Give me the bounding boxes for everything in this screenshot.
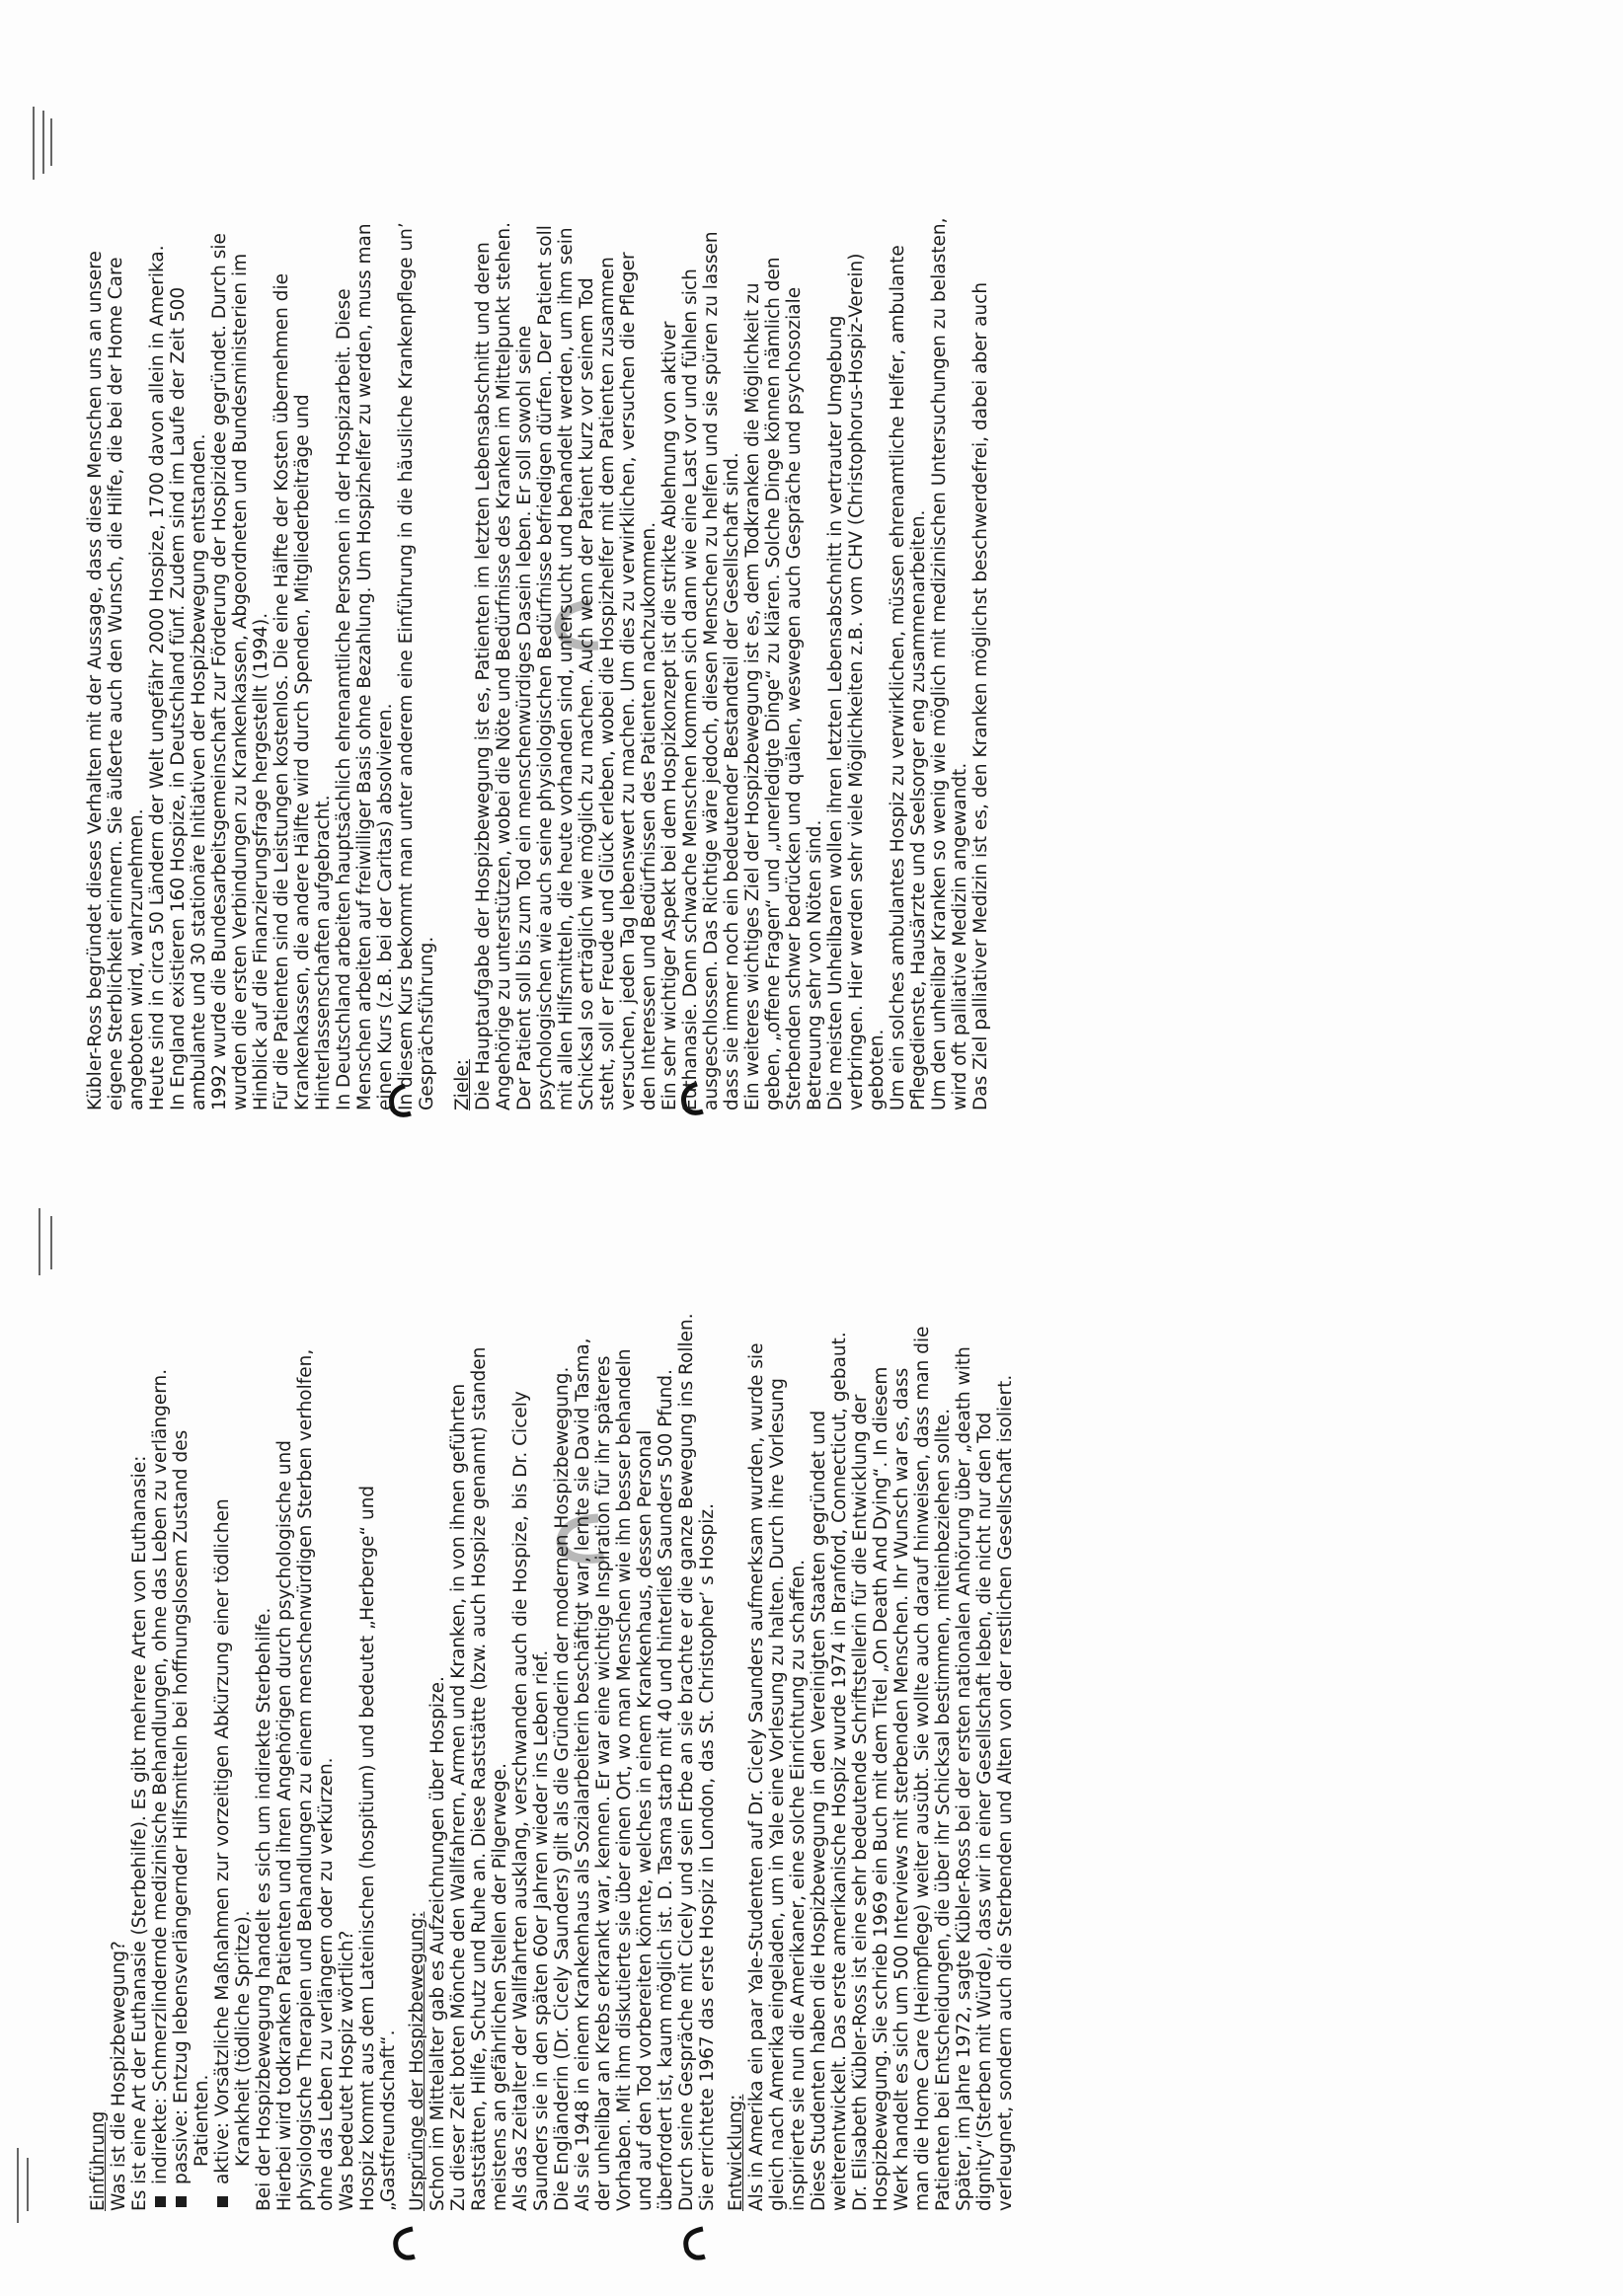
text-line: Ein weiteres wichtiges Ziel der Hospizbewegung ist es, dem Todkranken die Möglichkeit zu xyxy=(742,282,763,1110)
text-line: Als in Amerika ein paar Yale-Studenten auf Dr. Cicely Saunders aufmerksam wurden, wurde sie xyxy=(746,1342,767,2211)
square-bullet-icon xyxy=(176,2196,187,2207)
text-line: einen Kurs (z.B. bei der Caritas) absolvieren. xyxy=(375,703,396,1110)
text-line: inspirierte sie nun die Amerikaner, eine solche Einrichtung zu schaffen. xyxy=(788,1559,809,2211)
text-line: psychologischen wie auch seine physiologischen Bedürfnisse befriedigen dürfen. Der Patient soll xyxy=(535,225,556,1110)
text-line: Um ein solches ambulantes Hospiz zu verwirklichen, müssen ehrenamtliche Helfer, ambulante xyxy=(888,245,908,1110)
text-line: Später, im Jahre 1972, sagte Kübler-Ross bei der ersten nationalen Anhörung über „death with xyxy=(954,1346,974,2211)
text-line: ambulante und 30 stationäre Initiativen der Hospizbewegung entstanden. xyxy=(189,433,209,1110)
bullet-text: Patienten. xyxy=(192,2074,212,2167)
text-line: Gesprächsführung. xyxy=(417,936,437,1110)
bullet-text: aktive: Vorsätzliche Maßnahmen zur vorzeitigen Abkürzung einer tödlichen xyxy=(212,1498,233,2184)
text-line: wurden die ersten Verbindungen zu Krankenkassen, Abgeordneten und Bundesministerien im xyxy=(230,253,251,1110)
bullet-item xyxy=(171,1135,192,2211)
text-line: Angehörige zu unterstützen, wobei die Nöte und Bedürfnisse des Kranken im Mittelpunkt stehen. xyxy=(494,222,514,1110)
text-line: Hospiz kommt aus dem Lateinischen (hospitium) und bedeutet „Herberge“ und xyxy=(357,1485,378,2211)
text-line: eigene Sterblichkeit erinnern. Sie äußerte auch den Wunsch, die Hilfe, die bei der Home Care xyxy=(106,257,126,1110)
bullet-text: indirekte: Schmerzlindernde medizinische Behandlungen, ohne das Leben zu verlängern. xyxy=(150,1368,171,2184)
text-line: Der Patient soll bis zum Tod ein menschenwürdiges Dasein leben. Er soll sowohl seine xyxy=(514,325,535,1110)
text-line: Ein sehr wichtiger Aspekt bei dem Hospizkonzept ist die strikte Ablehnung von aktiver xyxy=(659,321,680,1110)
section xyxy=(85,15,437,1110)
text-line: Das Ziel palliativer Medizin ist es, den Kranken möglichst beschwerdefrei, dabei aber auch xyxy=(970,281,991,1110)
text-line: „Gastfreundschaft“. xyxy=(378,2029,399,2211)
bullet-continuation xyxy=(233,1135,254,2211)
text-line: Um den unheilbar Kranken so wenig wie möglich mit medizinischen Untersuchungen zu belasten, xyxy=(929,217,950,1110)
text-line: und auf den Tod vorbereiten könnte, welches in einem Krankenhaus, dessen Personal xyxy=(635,1429,656,2211)
text-line: meistens an gefährlichen Stellen der Pilgerwege. xyxy=(490,1762,510,2211)
text-line: verbringen. Hier werden sehr viele Möglichkeiten z.B. vom CHV (Christophorus-Hospiz-Verein) xyxy=(846,253,867,1110)
text-line: Als das Zeitalter der Wallfahrten ausklang, verschwanden auch die Hospize, bis Dr. Cicely xyxy=(510,1391,531,2211)
section-heading: Entwicklung: xyxy=(726,2094,746,2211)
bullet-item xyxy=(212,1135,233,2211)
text-line: Die meisten Unheilbaren wollen ihren letzten Lebensabschnitt in vertrauter Umgebung xyxy=(825,315,846,1110)
text-line: Die Hauptaufgabe der Hospizbewegung ist es, Patienten im letzten Lebensabschnitt und deren xyxy=(473,242,494,1110)
section xyxy=(452,15,991,1110)
text-line: Schicksal so erträglich wie möglich zu machen. Auch wenn der Patient kurz vor seinem Tod xyxy=(577,277,597,1110)
text-line: Als sie 1948 in einem Krankenhaus als Sozialarbeiterin beschäftigt war, lernte sie David Tasma, xyxy=(573,1338,593,2211)
text-line: ohne das Leben zu verlängern oder zu verkürzen. xyxy=(316,1757,337,2211)
text-line: Heute sind in circa 50 Ländern der Welt ungefähr 2000 Hospize, 1700 davon allein in Amerika. xyxy=(147,245,168,1110)
section xyxy=(88,1135,399,2211)
text-line: mit allen Hilfsmitteln, die heute vorhanden sind, untersucht und behandelt werden, um ihm sein xyxy=(556,227,577,1110)
text-line: Saunders sie in den späten 60er Jahren wieder ins Leben rief. xyxy=(531,1649,552,2211)
text-line: Schon im Mittelalter gab es Aufzeichnungen über Hospize. xyxy=(427,1676,448,2211)
section xyxy=(407,1135,718,2211)
text-line: Was bedeutet Hospiz wörtlich? xyxy=(337,1930,357,2211)
text-line: 1992 wurde die Bundesarbeitsgemeinschaft zur Förderung der Hospizidee gegründet. Durch sie xyxy=(209,233,230,1110)
text-line: physiologische Therapien und Behandlungen zu einem menschenwürdigen Sterben verholfen, xyxy=(295,1348,316,2211)
bullet-text: Krankheit (tödliche Spritze). xyxy=(233,1910,254,2167)
text-line: Die Engländerin (Dr. Cicely Saunders) gilt als die Gründerin der modernen Hospizbewegung. xyxy=(552,1366,573,2211)
section-heading: Ziele: xyxy=(452,1059,473,1110)
section xyxy=(726,1135,1016,2211)
text-line: Krankenkassen, die andere Hälfte wird durch Spenden, Mitgliederbeiträge und xyxy=(292,394,313,1110)
text-line: Es ist eine Art der Euthanasie (Sterbehilfe). Es gibt mehrere Arten von Euthanasie: xyxy=(129,1455,150,2211)
text-line: versuchen, jeden Tag lebenswert zu machen. Um dies zu verwirklichen, versuchen die Pfleger xyxy=(618,252,639,1110)
text-line: Werk handelt es sich um 500 Interviews mit sterbenden Menschen. Ihr Wunsch war es, dass xyxy=(891,1367,912,2211)
page-left xyxy=(88,1135,1016,2211)
text-line: In diesem Kurs bekommt man unter anderem eine Einführung in die häusliche Krankenpflege un’ xyxy=(396,222,417,1110)
text-line: Raststätten, Hilfe, Schutz und Ruhe an. Diese Raststätte (bzw. auch Hospize genannt) standen xyxy=(469,1346,490,2211)
page-right xyxy=(85,15,991,1110)
text-line: Hinterlassenschaften aufgebracht. xyxy=(313,795,334,1110)
text-line: dass sie immer noch ein bedeutender Bestandteil der Gesellschaft sind. xyxy=(722,452,742,1110)
section-heading: Ursprünge der Hospizbewegung: xyxy=(407,1911,427,2211)
text-line: Durch seine Gespräche mit Cicely und sein Erbe an sie brachte er die ganze Bewegung ins Rollen. xyxy=(676,1313,697,2211)
text-line: Betreuung sehr von Nöten sind. xyxy=(805,819,825,1110)
text-line: der unheilbar an Krebs erkrankt war, kennen. Er war eine wichtige Inspiration für ihr späteres xyxy=(593,1355,614,2211)
text-line: Pflegedienste, Hausärzte und Seelsorger eng zusammenarbeiten. xyxy=(908,509,929,1110)
text-line: Hinblick auf die Finanzierungsfrage hergestellt (1994). xyxy=(251,612,271,1110)
square-bullet-icon xyxy=(155,2196,166,2207)
text-line: dignity“(Sterben mit Würde), dass wir in einer Gesellschaft leben, die nicht nur den Tod xyxy=(974,1412,995,2211)
text-line: In England existieren 160 Hospize, in Deutschland fünf. Zudem sind im Laufe der Zeit 500 xyxy=(168,286,189,1110)
text-line: weiterentwickelt. Das erste amerikanische Hospiz wurde 1974 in Branford, Connecticut, gebaut. xyxy=(829,1332,850,2211)
text-line: man die Home Care (Heimpflege) weiter ausübt. Sie wollte auch darauf hinweisen, dass man die xyxy=(912,1326,933,2211)
text-line: Bei der Hospizbewegung handelt es sich um indirekte Sterbehilfe. xyxy=(254,1607,274,2211)
text-line: wird oft palliative Medizin angewandt. xyxy=(950,762,970,1110)
text-line: ausgeschlossen. Das Richtige wäre jedoch, diesen Menschen zu helfen und sie spüren zu lassen xyxy=(701,231,722,1110)
text-line: angeboten wird, wahrzunehmen. xyxy=(126,808,147,1110)
text-line: Für die Patienten sind die Leistungen kostenlos. Die eine Hälfte der Kosten übernehmen die xyxy=(271,273,292,1110)
text-line: Vorhaben. Mit ihm diskutierte sie über einen Ort, wo man Menschen wie ihn besser behandeln xyxy=(614,1348,635,2211)
text-line: verleugnet, sondern auch die Sterbenden und Alten von der restlichen Gesellschaft isoliert. xyxy=(995,1374,1016,2211)
text-line: Zu dieser Zeit boten Mönche den Wallfahrern, Armen und Kranken, in von ihnen geführten xyxy=(448,1383,469,2211)
text-line: Was ist die Hospizbewegung? xyxy=(109,1941,129,2211)
text-line: Kübler-Ross begründet dieses Verhalten mit der Aussage, dass diese Menschen uns an unsere xyxy=(85,251,106,1110)
text-line: geboten. xyxy=(867,1029,888,1110)
text-line: steht, soll er Freude und Glück erleben, wobei die Hospizhelfer mit dem Patienten zusammen xyxy=(597,257,618,1110)
bullet-continuation xyxy=(192,1135,212,2211)
text-line: Diese Studenten haben die Hospizbewegung in den Vereinigten Staaten gegründet und xyxy=(809,1410,829,2211)
text-line: Hospizbewegung. Sie schrieb 1969 ein Buch mit dem Titel „On Death And Dying“. In diesem xyxy=(871,1366,891,2211)
text-line: In Deutschland arbeiten hauptsächlich ehrenamtliche Personen in der Hospizarbeit. Diese xyxy=(334,288,354,1110)
text-line: Sterbenden schwer bedrücken und quälen, weswegen auch Gespräche und psychosoziale xyxy=(784,286,805,1110)
text-line: gleich nach Amerika eingeladen, um in Yale eine Vorlesung zu halten. Durch ihre Vorlesung xyxy=(767,1377,788,2211)
text-line: Dr. Elisabeth Kübler-Ross ist eine sehr bedeutende Schriftstellerin für die Entwicklung der xyxy=(850,1394,871,2211)
text-line: Euthanasie. Denn schwache Menschen kommen sich dann wie eine Last vor und fühlen sich xyxy=(680,268,701,1110)
text-line: den Interessen und Bedürfnissen des Patienten nachzukommen. xyxy=(639,521,659,1110)
bullet-item xyxy=(150,1135,171,2211)
square-bullet-icon xyxy=(217,2196,228,2207)
text-line: Hierbei wird todkranken Patienten und ihren Angehörigen durch psychologische und xyxy=(274,1440,295,2211)
text-line: Patienten bei Entscheidungen, die über ihr Schicksal bestimmen, miteinbeziehen sollte. xyxy=(933,1408,954,2211)
text-line: überfordert ist, kaum möglich ist. D. Tasma starb mit 40 und hinterließ Saunders 500 Pfund. xyxy=(656,1369,676,2211)
section-heading: Einführung xyxy=(88,2110,109,2211)
bullet-text: passive: Entzug lebensverlängernder Hilfsmitteln bei hoffnungslosem Zustand des xyxy=(171,1429,192,2184)
text-line: geben, „offene Fragen“ und „unerledigte Dinge“ zu klären. Solche Dinge können nämlich den xyxy=(763,257,784,1110)
text-line: Menschen arbeiten auf freiwilliger Basis ohne Bezahlung. Um Hospizhelfer zu werden, muss man xyxy=(354,223,375,1110)
text-line: Sie errichtete 1967 das erste Hospiz in London, das St. Christopher’ s Hospiz. xyxy=(697,1502,718,2211)
